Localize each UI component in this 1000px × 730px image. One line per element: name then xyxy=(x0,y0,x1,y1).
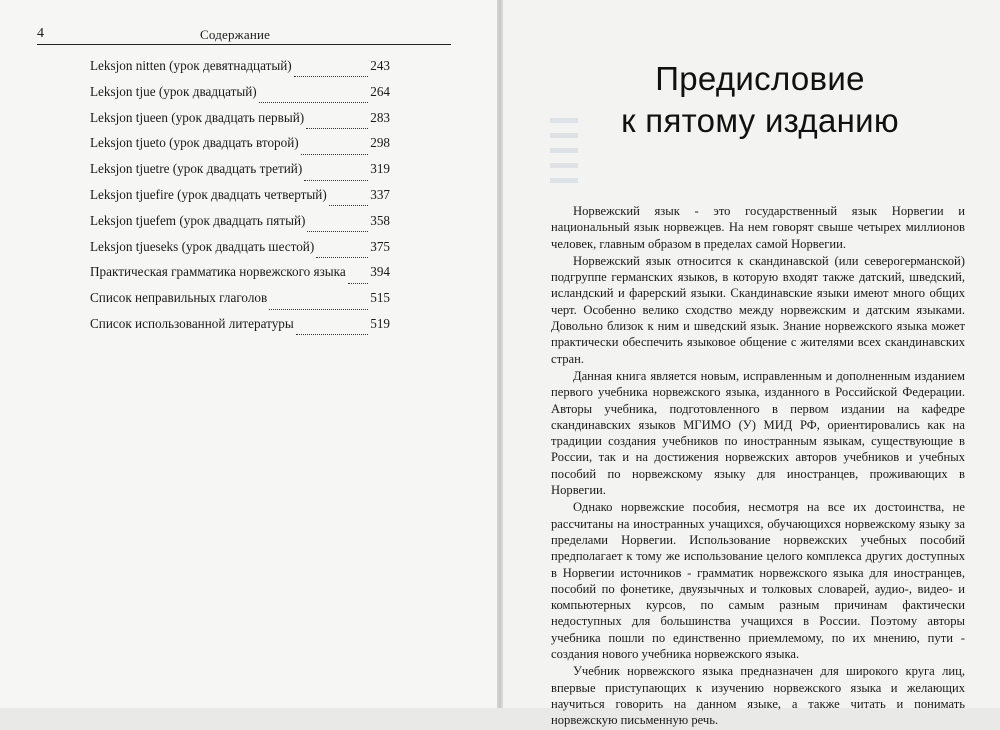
toc-entry-page: 283 xyxy=(370,109,390,125)
toc-entry-page: 243 xyxy=(370,58,390,73)
toc-entry-title: Leksjon tjuefire (урок двадцать четвертый) xyxy=(90,186,327,202)
toc-entry-page: 519 xyxy=(370,315,390,331)
toc-entry-page: 337 xyxy=(370,186,390,202)
toc-entry-page: 319 xyxy=(370,161,390,177)
paragraph: Норвежский язык - это государственный язык Норвегии и национальный язык норвежцев. На нем говорят свыше четырех миллионов человек, главным образом в пределах самой Норвегии. xyxy=(551,204,965,251)
toc-leader-dots xyxy=(348,273,368,284)
toc-entry-page: 358 xyxy=(370,212,390,228)
toc-entry xyxy=(90,110,390,136)
toc-leader-dots xyxy=(329,195,368,206)
toc-entry-page: 375 xyxy=(370,238,390,254)
toc-entry xyxy=(90,58,390,84)
toc-leader-dots xyxy=(296,324,368,335)
toc-entry xyxy=(90,213,390,239)
toc-entry-title: Список использованной литературы xyxy=(90,315,294,331)
table-of-contents xyxy=(90,58,390,342)
header-rule xyxy=(37,44,451,45)
toc-entry xyxy=(90,187,390,213)
toc-entry xyxy=(90,84,390,110)
left-page xyxy=(0,0,497,708)
toc-entry xyxy=(90,239,390,265)
chapter-title-line-1: Предисловие xyxy=(655,60,865,97)
toc-leader-dots xyxy=(269,299,368,310)
toc-entry-title: Практическая грамматика норвежского языка xyxy=(90,264,346,280)
toc-entry-title: Leksjon tjuefem (урок двадцать пятый) xyxy=(90,212,306,228)
toc-entry-title: Leksjon tjueen (урок двадцать первый) xyxy=(90,109,305,125)
paragraph: Учебник норвежского языка предназначен для широкого круга лиц, впервые приступающих к изучению норвежского языка и желающих научиться говорить на данном языке, а также читать и понимать норвежскую письменную речь. xyxy=(551,664,965,728)
toc-entry-title: Leksjon nitten (урок девятнадцатый) xyxy=(90,58,292,73)
preface-body xyxy=(551,203,965,730)
toc-entry xyxy=(90,161,390,187)
running-title: Содержание xyxy=(200,27,271,42)
chapter-title xyxy=(540,58,980,142)
paragraph: Норвежский язык относится к скандинавской (или северогерманской) подгруппе германских языков, в которую входят также датский, шведский, исландский и фарерский языки. Скандинавские языки имеют много общих черт. Особенно велико сходство между норвежским и датским языками. Довольно близок к ним и шведский язык. Знание норвежского языка может практически обеспечить языковое общение с жителями всех скандинавских стран. xyxy=(551,253,965,366)
toc-entry-title: Список неправильных глаголов xyxy=(90,290,268,306)
toc-entry-page: 264 xyxy=(370,83,390,99)
toc-leader-dots xyxy=(294,66,369,77)
toc-leader-dots xyxy=(259,92,369,103)
toc-entry-title: Leksjon tjueto (урок двадцать второй) xyxy=(90,135,299,151)
paragraph: Данная книга является новым, исправленным и дополненным изданием первого учебника норвежского языка, изданного в Российской Федерации. Авторы учебника, подготовленного в первом издании на кафедре скандинавских языков МГИМО (У) МИД РФ, ориентировались как на традиции создания учебников по иностранным языкам, существующие в России, так и на достижения норвежских авторов учебников и учебных пособий по норвежскому языку для иностранцев, проживающих в Норвегии. xyxy=(551,368,965,498)
toc-leader-dots xyxy=(301,144,369,155)
toc-leader-dots xyxy=(304,170,368,181)
toc-leader-dots xyxy=(306,118,368,129)
toc-entry xyxy=(90,290,390,316)
toc-leader-dots xyxy=(307,221,368,232)
page-number: 4 xyxy=(37,26,44,41)
toc-entry xyxy=(90,135,390,161)
toc-entry-page: 515 xyxy=(370,290,390,306)
toc-entry xyxy=(90,316,390,342)
toc-entry-title: Leksjon tjuetre (урок двадцать третий) xyxy=(90,161,303,177)
toc-entry-page: 298 xyxy=(370,135,390,151)
toc-entry-page: 394 xyxy=(370,264,390,280)
toc-leader-dots xyxy=(316,247,368,258)
toc-entry-title: Leksjon tjueseks (урок двадцать шестой) xyxy=(90,238,315,254)
toc-entry xyxy=(90,264,390,290)
paragraph: Однако норвежские пособия, несмотря на все их достоинства, не рассчитаны на иностранных учащихся, обучающихся норвежскому языку за пределами Норвегии. Использование норвежских учебных пособий предполагает к тому же использование целого комплекса других доступных в Норвегии источников - грамматик норвежского языка для иностранцев, пособий по фонетике, двуязычных и толковых словарей, аудио-, видео- и компьютерных курсов, по самым разным причинам фактически недоступных для большинства учащихся в России. Поэтому авторы учебника пошли по единственно приемлемому, по их мнению, пути - создания нового учебника норвежского языка. xyxy=(551,500,965,662)
toc-entry-title: Leksjon tjue (урок двадцатый) xyxy=(90,83,257,99)
chapter-title-line-2: к пятому изданию xyxy=(621,102,899,139)
